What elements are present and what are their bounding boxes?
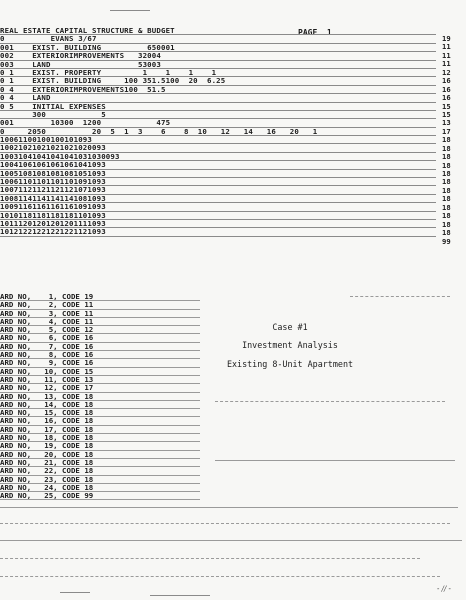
card-label: ARD NO, [0, 441, 32, 451]
card-number: 5 [48, 325, 54, 335]
card-code-value: 18 [442, 219, 451, 229]
listing-line: 10031041041041041031030093 [0, 153, 436, 161]
card-separator: , CODE [53, 358, 85, 368]
paper-rule [215, 460, 455, 461]
card-code: 18 [84, 433, 94, 443]
listing-line: 10101181181181181101093 [0, 212, 436, 220]
listing-line: 10071121121121121071093 [0, 186, 436, 194]
listing-line: 0 EVANS 3/67 [0, 35, 436, 43]
card-number: 11 [44, 374, 54, 384]
card-number: 10 [44, 366, 54, 376]
card-code-value: 18 [442, 169, 451, 178]
listing-line: 10111201201201201111093 [0, 220, 436, 228]
card-separator: , CODE [53, 341, 85, 351]
card-code-value: 15 [442, 101, 451, 111]
card-label: ARD NO, [0, 374, 32, 384]
card-label: ARD NO, [0, 482, 32, 492]
card-separator: , CODE [53, 449, 85, 459]
card-separator: , CODE [53, 350, 85, 360]
paper-rule [0, 523, 450, 524]
case-label: Case #1 [272, 322, 308, 332]
paper-rule [350, 296, 450, 297]
card-code: 16 [84, 350, 94, 360]
listing-line: 0 1 EXIST. BUILDING 100 351.5100 20 6.25 [0, 77, 436, 85]
paper-rule [0, 540, 462, 541]
card-code: 18 [84, 474, 94, 484]
card-code: 18 [84, 482, 94, 492]
listing-line: 10121221221221221121093 [0, 228, 436, 236]
card-code-value: 15 [442, 109, 451, 119]
card-code-value: 18 [442, 211, 451, 221]
card-code-value: 18 [442, 160, 451, 170]
card-code-value: 16 [442, 84, 451, 94]
card-code: 18 [84, 416, 94, 426]
print-speck [60, 592, 90, 593]
card-code-value: 11 [442, 59, 451, 69]
print-speck [150, 595, 210, 596]
listing-line: 0 1 EXIST. PROPERTY 1 1 1 1 [0, 69, 436, 77]
card-separator: , CODE [53, 366, 85, 376]
listing-line: REAL ESTATE CAPITAL STRUCTURE & BUDGET [0, 27, 436, 35]
listing-line: 10091161161161161091093 [0, 203, 436, 211]
card-number: 21 [44, 457, 54, 467]
card-code: 18 [84, 457, 94, 467]
card-code: 18 [84, 391, 94, 401]
card-separator: , CODE [53, 441, 85, 451]
listing-line: 300 5 [0, 111, 436, 119]
card-number: 18 [44, 433, 54, 443]
card-number: 7 [48, 341, 54, 351]
listing-line: 10051081081081081051093 [0, 170, 436, 178]
card-label: ARD NO, [0, 325, 32, 335]
listing-line: 10081141141141141081093 [0, 195, 436, 203]
card-code-value: 16 [442, 76, 451, 86]
listing-line: 001 10300 1200 475 [0, 119, 436, 127]
card-number: 19 [44, 441, 54, 451]
listing-line: 10061100100100101093 [0, 136, 436, 144]
card-separator: , CODE [53, 325, 85, 335]
card-code-value: 99 [442, 236, 451, 246]
card-separator: , CODE [53, 457, 85, 467]
card-label: ARD NO, [0, 316, 32, 326]
listing-line: 003 LAND 53003 [0, 61, 436, 69]
card-separator: , CODE [53, 416, 85, 426]
card-label: ARD NO, [0, 457, 32, 467]
card-code-value: 18 [442, 177, 451, 187]
card-code: 99 [84, 491, 94, 501]
card-code: 16 [84, 358, 94, 368]
listing-line: 001 EXIST. BUILDING 650001 [0, 44, 436, 52]
card-number: 17 [44, 424, 54, 434]
card-number: 20 [44, 449, 54, 459]
card-code-value: 18 [442, 202, 451, 212]
card-code: 18 [84, 466, 94, 476]
card-code: 18 [84, 399, 94, 409]
card-number: 25 [44, 491, 54, 501]
listing-line: 0 5 INITIAL EXPENSES [0, 103, 436, 111]
card-code: 16 [84, 333, 94, 343]
case-title: Investment Analysis [242, 340, 338, 351]
card-separator: , CODE [53, 316, 85, 326]
card-code: 17 [84, 383, 94, 393]
card-code: 18 [84, 424, 94, 434]
card-number-list [0, 293, 200, 500]
card-code-value: 18 [442, 152, 451, 162]
card-label: ARD NO, [0, 358, 32, 368]
card-code: 11 [84, 316, 94, 326]
card-code-value: 18 [442, 143, 451, 153]
card-separator: , CODE [53, 466, 85, 476]
card-code-value: 12 [442, 67, 451, 77]
card-label: ARD NO, [0, 474, 32, 484]
card-label: ARD NO, [0, 350, 32, 360]
card-code-value: 18 [442, 228, 451, 238]
card-separator: , CODE [53, 308, 85, 318]
card-label: ARD NO, [0, 383, 32, 393]
card-separator: , CODE [53, 292, 85, 301]
card-number: 24 [44, 482, 54, 492]
card-number: 23 [44, 474, 54, 484]
card-separator: , CODE [53, 399, 85, 409]
card-code-column [442, 35, 466, 246]
card-number: 14 [44, 399, 54, 409]
card-code-value: 16 [442, 93, 451, 103]
paper-rule [0, 558, 420, 559]
card-label: ARD NO, [0, 399, 32, 409]
card-code: 11 [84, 308, 94, 318]
card-code-value: 18 [442, 185, 451, 195]
listing-line: 002 EXTERIORIMPROVEMENTS 32004 [0, 52, 436, 60]
card-code: 11 [84, 300, 94, 310]
card-label: ARD NO, [0, 408, 32, 418]
card-line [0, 492, 200, 500]
card-code: 18 [84, 449, 94, 459]
card-code: 16 [84, 341, 94, 351]
card-code: 15 [84, 366, 94, 376]
card-code-value: 11 [442, 42, 451, 52]
card-number: 15 [44, 408, 54, 418]
card-number: 1 [48, 292, 54, 301]
card-number: 6 [48, 333, 54, 343]
card-label: ARD NO, [0, 308, 32, 318]
card-number: 22 [44, 466, 54, 476]
case-subtitle: Existing 8-Unit Apartment [226, 358, 354, 369]
card-code: 13 [84, 374, 94, 384]
card-separator: , CODE [53, 374, 85, 384]
card-label: ARD NO, [0, 366, 32, 376]
program-listing [0, 27, 436, 245]
card-number: 12 [44, 383, 54, 393]
page-label: PAGE 1 [298, 28, 332, 37]
listing-line: 10041061061061061041093 [0, 161, 436, 169]
card-label: ARD NO, [0, 424, 32, 434]
card-number: 13 [44, 391, 54, 401]
page-number: - // - [437, 585, 451, 593]
card-label: ARD NO, [0, 391, 32, 401]
card-separator: , CODE [53, 300, 85, 310]
listing-line: 0 4 EXTERIORIMPROVEMENTS100 51.5 [0, 86, 436, 94]
listing-line: 10021021021021021020093 [0, 144, 436, 152]
card-separator: , CODE [53, 491, 85, 501]
card-label: ARD NO, [0, 491, 32, 501]
paper-rule [215, 401, 445, 402]
card-label: ARD NO, [0, 449, 32, 459]
card-label: ARD NO, [0, 292, 32, 301]
card-code-value: 13 [442, 118, 451, 128]
card-label: ARD NO, [0, 333, 32, 343]
card-separator: , CODE [53, 383, 85, 393]
card-number: 3 [48, 308, 54, 318]
card-label: ARD NO, [0, 433, 32, 443]
card-separator: , CODE [53, 433, 85, 443]
card-number: 2 [48, 300, 54, 310]
card-code: 12 [84, 325, 94, 335]
paper-rule [0, 576, 440, 577]
card-number: 4 [48, 316, 54, 326]
card-code: 18 [84, 408, 94, 418]
listing-line: 0 2050 20 5 1 3 6 8 10 12 14 16 20 1 [0, 128, 436, 136]
card-separator: , CODE [53, 333, 85, 343]
card-code: 18 [84, 441, 94, 451]
print-speck [110, 10, 150, 11]
listing-line: 10061101101101101091093 [0, 178, 436, 186]
listing-line: 0 4 LAND [0, 94, 436, 102]
card-label: ARD NO, [0, 466, 32, 476]
card-code-value: 17 [442, 126, 451, 136]
card-label: ARD NO, [0, 341, 32, 351]
card-number: 8 [48, 350, 54, 360]
card-label: ARD NO, [0, 416, 32, 426]
card-number: 9 [48, 358, 54, 368]
card-code-value: 18 [442, 194, 451, 204]
card-code-value: 11 [442, 50, 451, 60]
case-annotation [225, 318, 355, 373]
card-separator: , CODE [53, 424, 85, 434]
card-code-value: 18 [442, 135, 451, 145]
card-separator: , CODE [53, 391, 85, 401]
card-number: 16 [44, 416, 54, 426]
listing-line [0, 237, 436, 245]
card-code: 19 [84, 292, 94, 301]
card-separator: , CODE [53, 482, 85, 492]
card-code-value: 19 [442, 34, 451, 43]
card-separator: , CODE [53, 474, 85, 484]
card-separator: , CODE [53, 408, 85, 418]
card-label: ARD NO, [0, 300, 32, 310]
paper-rule [0, 507, 458, 508]
